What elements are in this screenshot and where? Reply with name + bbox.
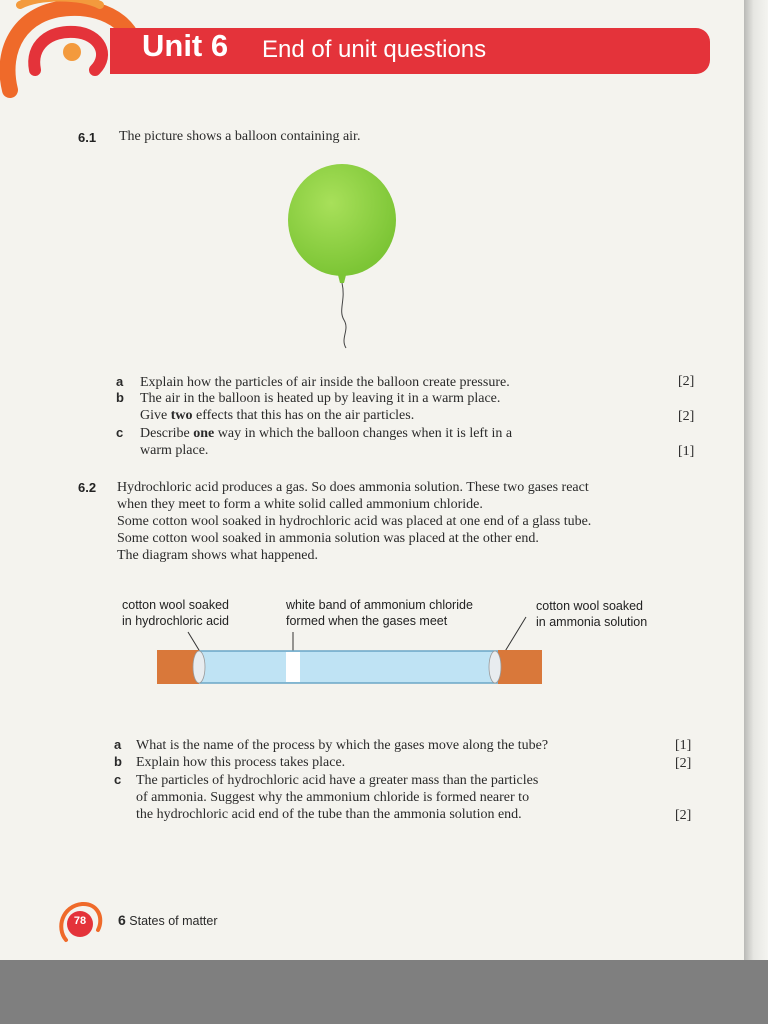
part-c-text-line-1: The particles of hydrochloric acid have a greater mass than the particles: [136, 773, 539, 788]
part-c-text-line-1: Describe one way in which the balloon changes when it is left in a: [140, 426, 513, 441]
unit-subtitle: End of unit questions: [262, 36, 487, 63]
question-intro-line: when they meet to form a white solid called ammonium chloride.: [117, 497, 483, 512]
mark: [2]: [675, 808, 692, 823]
page-number: 78: [73, 915, 87, 927]
scan-bottom-band: [0, 960, 768, 1024]
part-c-text-line-2: warm place.: [140, 443, 209, 458]
label-ammonia-cotton-line-1: cotton wool soaked: [536, 599, 644, 613]
label-white-band-line-2: formed when the gases meet: [286, 614, 448, 628]
question-intro-line: Hydrochloric acid produces a gas. So does ammonia solution. These two gases react: [117, 480, 589, 495]
part-letter-c: c: [116, 425, 124, 440]
label-hcl-cotton-line-1: cotton wool soaked: [122, 598, 230, 612]
mark: [2]: [675, 756, 692, 771]
part-c-text-line-2: of ammonia. Suggest why the ammonium chloride is formed nearer to: [136, 790, 530, 805]
question-intro-line: Some cotton wool soaked in ammonia solution was placed at the other end.: [117, 531, 539, 546]
chapter-number: 6: [118, 912, 126, 928]
label-ammonia-cotton-line-2: in ammonia solution: [536, 615, 648, 629]
part-letter-b: b: [116, 390, 124, 405]
part-letter-b: b: [114, 754, 122, 769]
mark: [1]: [675, 738, 692, 753]
part-c-text-line-3: the hydrochloric acid end of the tube than the ammonia solution end.: [136, 807, 522, 822]
part-b-text-line-1: The air in the balloon is heated up by leaving it in a warm place.: [140, 391, 501, 406]
part-letter-a: a: [114, 737, 122, 752]
part-letter-a: a: [116, 374, 124, 389]
part-b-text-line-2: Give two effects that this has on the air particles.: [140, 408, 415, 423]
footer-chapter: [118, 912, 218, 928]
mark: [2]: [678, 374, 695, 389]
page-edge-shadow: [744, 0, 768, 960]
balloon-illustration: [280, 160, 410, 350]
part-a-text: Explain how the particles of air inside the balloon create pressure.: [140, 375, 510, 390]
chapter-title: States of matter: [129, 914, 218, 928]
glass-tube-diagram: [150, 615, 550, 690]
label-white-band-line-1: white band of ammonium chloride: [286, 598, 473, 612]
part-a-text: What is the name of the process by which the gases move along the tube?: [136, 738, 549, 753]
question-number: 6.2: [78, 480, 97, 495]
mark: [1]: [678, 444, 695, 459]
question-intro-line: The diagram shows what happened.: [117, 548, 318, 563]
question-intro: The picture shows a balloon containing air.: [119, 129, 361, 144]
unit-title: Unit 6: [142, 28, 229, 63]
question-intro-line: Some cotton wool soaked in hydrochloric acid was placed at one end of a glass tube.: [117, 514, 592, 529]
label-hcl-cotton-line-2: in hydrochloric acid: [122, 614, 229, 628]
part-letter-c: c: [114, 772, 122, 787]
part-b-text: Explain how this process takes place.: [136, 755, 346, 770]
mark: [2]: [678, 409, 695, 424]
question-number: 6.1: [78, 130, 97, 145]
